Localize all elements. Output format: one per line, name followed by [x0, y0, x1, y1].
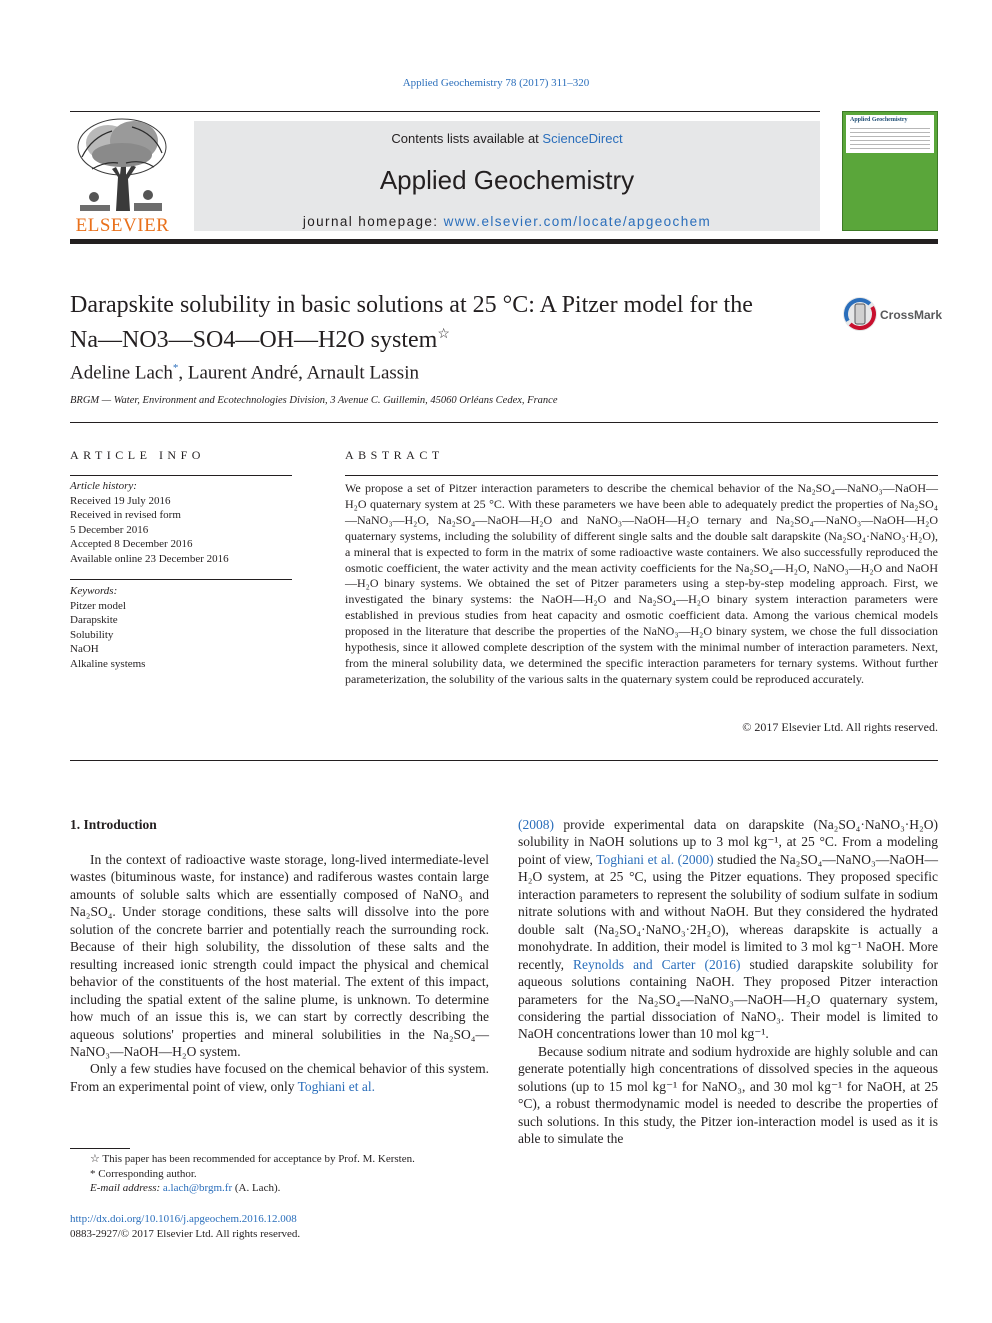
title-line-1: Darapskite solubility in basic solutions at 25 °C: A Pitzer model for the [70, 292, 753, 318]
keyword-item: Pitzer model [70, 599, 126, 612]
affiliation: BRGM — Water, Environment and Ecotechnologies Division, 3 Avenue C. Guillemin, 45060 Orléans Cedex, France [70, 395, 558, 406]
homepage-link[interactable]: www.elsevier.com/locate/apgeochem [443, 214, 712, 229]
history-item: Received 19 July 2016 [70, 494, 171, 507]
paragraph-2-cont-text-a: provide experimental data on darapskite (Na₂SO₄·NaNO₃·H₂O) solubility in NaOH solutions up to 3 mol kg⁻¹, at 25 °C. From a modeling point of view, [518, 817, 938, 867]
masthead-bottom-rule [70, 239, 938, 244]
abstract-divider [70, 760, 938, 761]
elsevier-logo[interactable] [70, 117, 175, 237]
journal-cover-thumbnail[interactable] [842, 111, 938, 231]
doi-block [70, 1212, 300, 1241]
contents-line [194, 131, 820, 146]
keyword-item: Darapskite [70, 614, 118, 626]
paragraph-2-cont-text-c: studied darapskite solubility for aqueous solutions containing NaOH. They proposed Pitzer interaction parameters for the Na₂SO₄—NaNO₃—NaOH—H₂O quaternary system, considering the partial dissociation of NaNO₃. Their model is limited to NaOH concentrations lower than 10 mol kg⁻¹. [518, 956, 938, 1042]
article-title [70, 290, 830, 355]
footnotes [70, 1152, 490, 1196]
title-footnote-star[interactable]: ☆ [437, 327, 450, 342]
footnote-corresponding: * Corresponding author. [90, 1167, 197, 1180]
doi-link[interactable]: http://dx.doi.org/10.1016/j.apgeochem.2016.12.008 [70, 1213, 297, 1225]
history-item: Received in revised form [70, 509, 181, 521]
cover-text-lines [850, 125, 930, 151]
intro-paragraph-2-text: Only a few studies have focused on the chemical behavior of this system. From an experimental point of view, only [70, 1061, 489, 1094]
abstract-rule [345, 475, 938, 476]
cover-header [846, 115, 934, 153]
issn-copyright: 0883-2927/© 2017 Elsevier Ltd. All rights reserved. [70, 1227, 301, 1240]
keyword-item: NaOH [70, 643, 99, 655]
header-divider [70, 422, 938, 423]
introduction-heading: 1. Introduction [70, 817, 157, 832]
keyword-item: Solubility [70, 628, 114, 641]
paragraph-2-cont-text-b: studied the Na₂SO₄—NaNO₃—NaOH—H₂O system, at 25 °C, using the Pitzer equations. They proposed specific interaction parameters to represent the solubility of sodium sulfate in sodium nitrate solutions with and without NaOH. But they considered the hydrated double salt (Na₂SO₄·NaNO₃·2H₂O), whereas darapskite is actually a monohydrate. In addition, their model is limited to 3 mol kg⁻¹ NaOH. More recently, [518, 851, 938, 972]
abstract-copyright: © 2017 Elsevier Ltd. All rights reserved. [742, 720, 938, 734]
journal-citation[interactable]: Applied Geochemistry 78 (2017) 311–320 [402, 77, 590, 89]
history-label: Article history: [70, 480, 137, 492]
sciencedirect-link[interactable]: ScienceDirect [542, 131, 623, 146]
elsevier-wordmark: ELSEVIER [75, 215, 170, 236]
keywords-label: Keywords: [70, 585, 118, 597]
ref-toghiani-2008-year[interactable]: (2008) [518, 817, 554, 832]
history-item: Accepted 8 December 2016 [70, 538, 193, 550]
keyword-item: Alkaline systems [70, 657, 146, 670]
journal-title: Applied Geochemistry [379, 165, 635, 195]
footnote-rule [70, 1148, 130, 1149]
history-item: Available online 23 December 2016 [70, 552, 229, 565]
masthead [70, 111, 938, 245]
corresponding-author-mark[interactable]: * [172, 362, 179, 374]
contents-prefix: Contents lists available at [391, 131, 543, 146]
crossmark-label: CrossMark [880, 308, 943, 322]
cover-title: Applied Geochemistry [850, 117, 908, 123]
title-line-2: Na—NO3—SO4—OH—H2O system [70, 327, 438, 353]
masthead-top-rule [70, 111, 820, 112]
ref-reynolds-carter-2016[interactable]: Reynolds and Carter (2016) [573, 956, 741, 972]
elsevier-tree-icon [72, 117, 170, 213]
article-info-rule [70, 475, 292, 476]
ref-toghiani-2000[interactable]: Toghiani et al. (2000) [596, 851, 714, 867]
right-column [518, 816, 938, 1148]
email-link[interactable]: a.lach@brgm.fr [162, 1182, 233, 1194]
intro-paragraph-2 [70, 1060, 489, 1095]
author-lach[interactable]: Adeline Lach [70, 362, 173, 384]
author-list [70, 362, 870, 384]
abstract-text: We propose a set of Pitzer interaction parameters to describe the chemical behavior of the Na₂SO₄—NaNO₃—NaOH—H₂O quaternary system at 25 °C. With these parameters we have been able to adequately predict the properties of Na₂SO₄—NaNO₃—H₂O, Na₂SO₄—NaOH—H₂O and NaNO₃—NaOH—H₂O ternary and Na₂SO₄—NaNO₃—NaOH—H₂O quaternary systems, including the solubility of different single salts and the double salt darapskite (Na₂SO₄·NaNO₃·H₂O), a mineral that is expected to form in the matrix of some radioactive waste containers. We also successfully reproduced the osmotic coefficient, the water activity and the mean activity coefficients for the Na₂SO₄—H₂O, NaNO₃—H₂O and NaOH—H₂O binary systems. We obtained the set of Pitzer parameters using a step-by-step modeling approach. First, we investigated the binary systems: the NaOH—H₂O and Na₂SO₄—H₂O binary system interaction parameters were established in previous studies from heat capacity and osmotic coefficient data. Among the various chemical models proposed in the literature that describe the properties of the NaNO₃—H₂O binary system, we chose the full dissociation hypothesis, since it allowed complete description of the system with the minimal number of interaction parameters. Next, from the mineral solubility data, we determined the specific interaction parameters for ternary systems. Without further parameterization, the solubility of the various salts in the quaternary system could be reproduced accurately. [345, 481, 938, 686]
crossmark-icon [842, 296, 878, 332]
intro-paragraph-2-cont [518, 816, 938, 1043]
email-label: E-mail address: [90, 1182, 163, 1194]
ref-toghiani-2008[interactable]: Toghiani et al. [297, 1078, 376, 1094]
article-info-heading: ARTICLE INFO [70, 448, 205, 462]
left-column [70, 851, 489, 1095]
intro-paragraph-3: Because sodium nitrate and sodium hydroxide are highly soluble and can generate potentially high concentrations of dissolved species in the aqueous solutions (up to 15 mol kg⁻¹ for NaNO₃, and 30 mol kg⁻¹ for NaOH, at 25 °C), a robust thermodynamic model is needed to describe the properties of such solutions. In this study, the Pitzer ion-interaction model is used as it is able to simulate the [518, 1043, 938, 1147]
keywords [70, 584, 292, 671]
homepage-prefix: journal homepage: [302, 214, 444, 229]
abstract-heading: ABSTRACT [345, 448, 444, 462]
journal-homepage [194, 214, 820, 229]
email-suffix: (A. Lach). [232, 1182, 281, 1194]
history-item: 5 December 2016 [70, 523, 149, 536]
keywords-rule [70, 579, 292, 580]
crossmark-badge[interactable] [842, 296, 943, 334]
footnote-recommendation: ☆ This paper has been recommended for acceptance by Prof. M. Kersten. [90, 1153, 415, 1165]
journal-banner [194, 121, 820, 231]
intro-paragraph-1: In the context of radioactive waste storage, long-lived intermediate-level wastes (bituminous waste, for instance) and radiferous wastes contain large amounts of soluble salts which are essentially composed of NaNO₃ and Na₂SO₄. Under storage conditions, these salts will dissolve into the pore solution of the concrete barrier and potentially reach the surrounding rock. Because of their high solubility, the dissolution of these salts and the resulting increased ionic strength could impact the physical and chemical behavior of the constituents of the host material. The extent of this impact, including the spatial extent of the saline plume, is unknown. To determine how much of an issue this is, we can start by correctly describing the aqueous solutions' properties and mineral solubilities in the Na₂SO₄—NaNO₃—NaOH—H₂O system. [70, 852, 489, 1059]
footnote-email [70, 1181, 490, 1196]
other-authors[interactable]: , Laurent André, Arnault Lassin [178, 362, 419, 384]
article-history [70, 479, 292, 566]
